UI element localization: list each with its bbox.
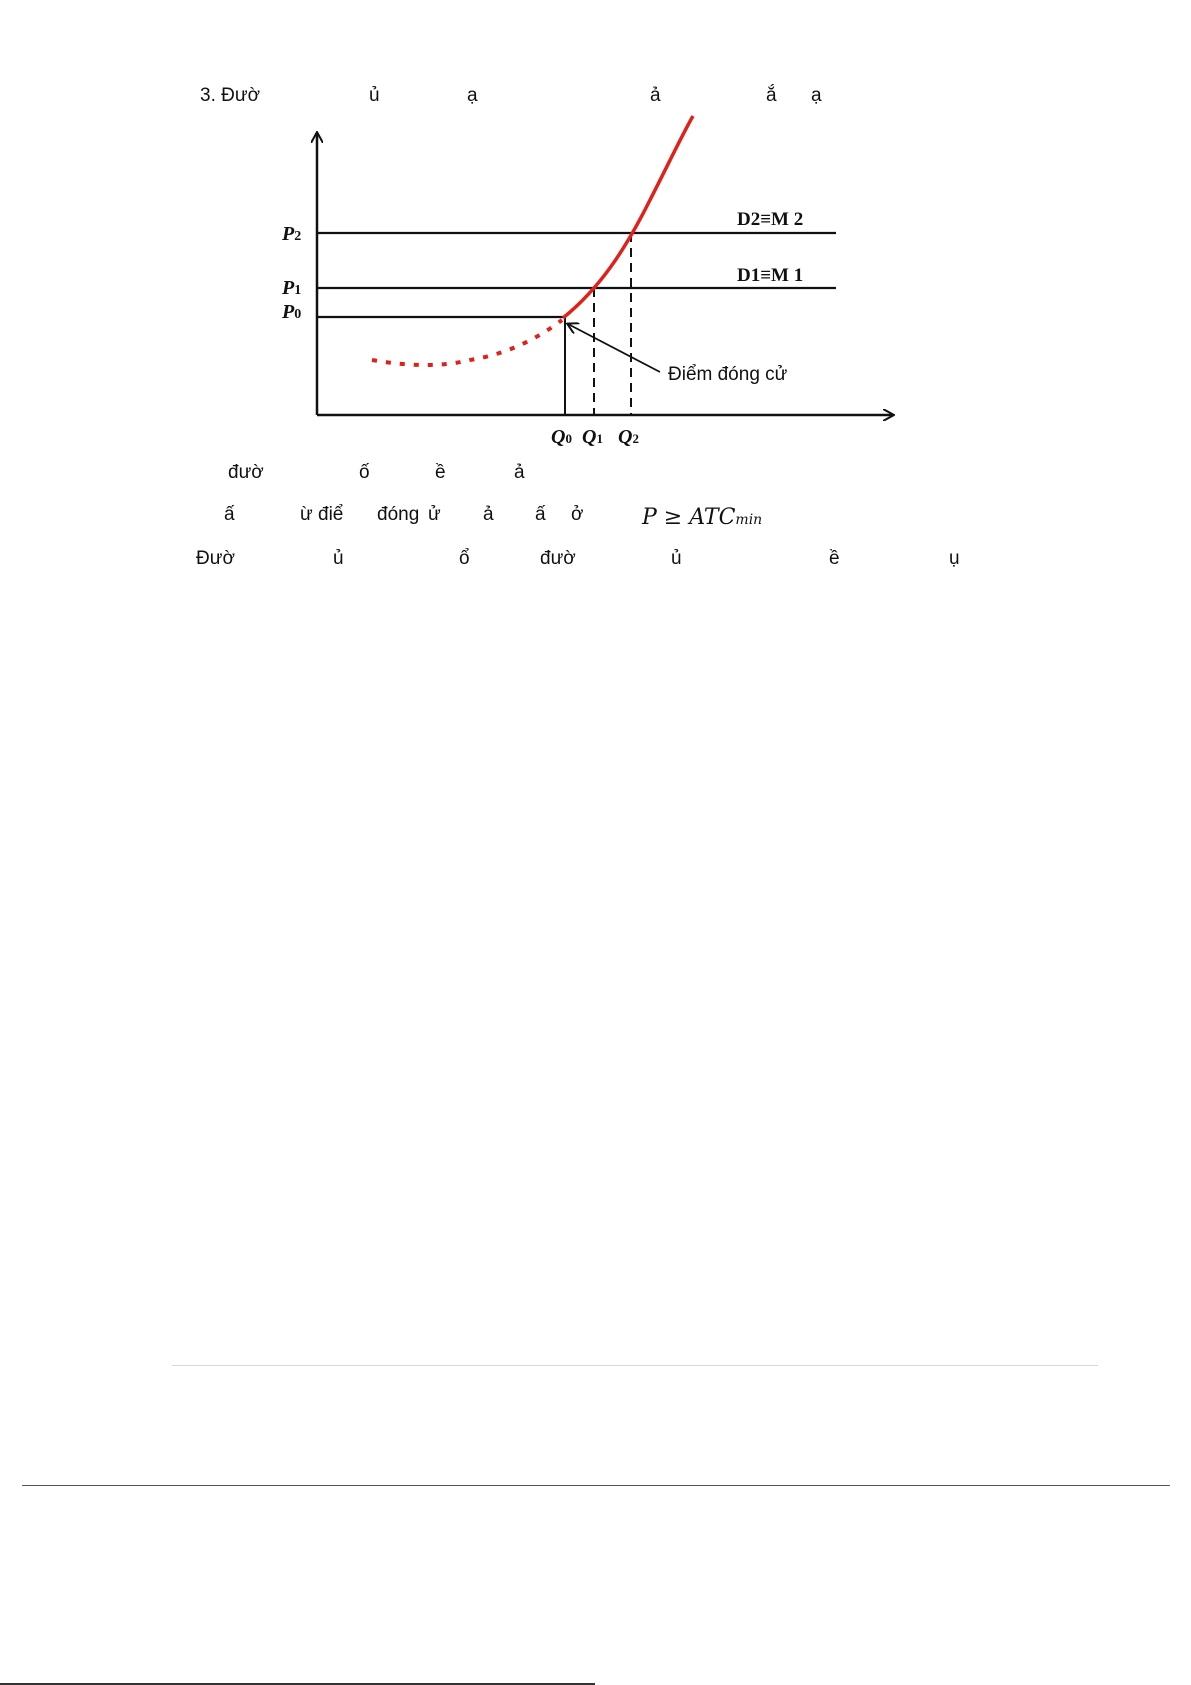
body-line3-fragment: Đườ bbox=[196, 548, 235, 569]
d1-mr1-label: D1≡M 1 bbox=[737, 265, 804, 286]
p2-label: P bbox=[282, 223, 295, 245]
heading-fragment: ắ bbox=[766, 85, 777, 106]
body-line2-fragment: ấ bbox=[535, 504, 546, 525]
q1-subscript: 1 bbox=[596, 431, 603, 446]
body-line3-fragment: ủ bbox=[671, 548, 682, 569]
svg-text:Q2 bbox=[618, 426, 639, 448]
d2-mr2-label: D2≡M 2 bbox=[737, 209, 804, 230]
body-line1-fragment: ả bbox=[514, 462, 525, 483]
p0-subscript: 0 bbox=[294, 307, 302, 322]
shutdown-point-label: Điểm đóng cử bbox=[668, 364, 788, 385]
body-line3-fragment: ủ bbox=[333, 548, 344, 569]
p1-subscript: 1 bbox=[294, 283, 302, 298]
svg-text:P2 bbox=[281, 223, 301, 245]
heading-fragment: ủ bbox=[369, 85, 380, 106]
q2-subscript: 2 bbox=[632, 431, 639, 446]
supply-curve-diagram bbox=[0, 0, 1191, 470]
shutdown-point-arrow bbox=[568, 324, 660, 372]
svg-text:Q1 bbox=[582, 426, 603, 448]
body-line2-fragment: ả bbox=[483, 504, 494, 525]
heading-fragment: ả bbox=[650, 85, 661, 106]
mc-dotted-curve bbox=[372, 320, 562, 365]
formula-main: P ≥ ATC bbox=[642, 505, 736, 530]
q0-subscript: 0 bbox=[565, 431, 572, 446]
footer-divider-light bbox=[172, 1365, 1098, 1366]
svg-text:P1 bbox=[281, 277, 301, 299]
page-divider bbox=[22, 1485, 1170, 1486]
heading-number: 3. Đườ bbox=[200, 85, 261, 106]
svg-text:P0 bbox=[281, 301, 301, 323]
body-line2-fragment: ấ bbox=[224, 504, 235, 525]
shutdown-condition-formula bbox=[642, 505, 762, 530]
heading-fragment: ạ bbox=[467, 85, 478, 106]
body-line3-fragment: ụ bbox=[949, 548, 960, 569]
q0-label: Q bbox=[551, 426, 566, 448]
q1-label: Q bbox=[582, 426, 597, 448]
p1-label: P bbox=[282, 277, 295, 299]
body-line3-fragment: ổ bbox=[459, 548, 470, 569]
body-line1-fragment: ề bbox=[435, 462, 446, 483]
p0-label: P bbox=[282, 301, 295, 323]
body-line3-fragment: đườ bbox=[540, 548, 576, 569]
heading-fragment: ạ bbox=[811, 85, 822, 106]
body-line2-fragment: đóng bbox=[377, 504, 420, 525]
p2-subscript: 2 bbox=[294, 229, 302, 244]
body-line2-fragment: ử bbox=[428, 504, 441, 525]
svg-text:Q0 bbox=[551, 426, 572, 448]
body-line1-fragment: đườ bbox=[228, 462, 264, 483]
formula-subscript: min bbox=[735, 512, 763, 528]
body-line3-fragment: ề bbox=[829, 548, 840, 569]
q2-label: Q bbox=[618, 426, 633, 448]
body-line2-fragment: ừ điể bbox=[300, 504, 344, 525]
body-line2-fragment: ở bbox=[571, 504, 584, 525]
body-line1-fragment: ố bbox=[359, 462, 370, 483]
